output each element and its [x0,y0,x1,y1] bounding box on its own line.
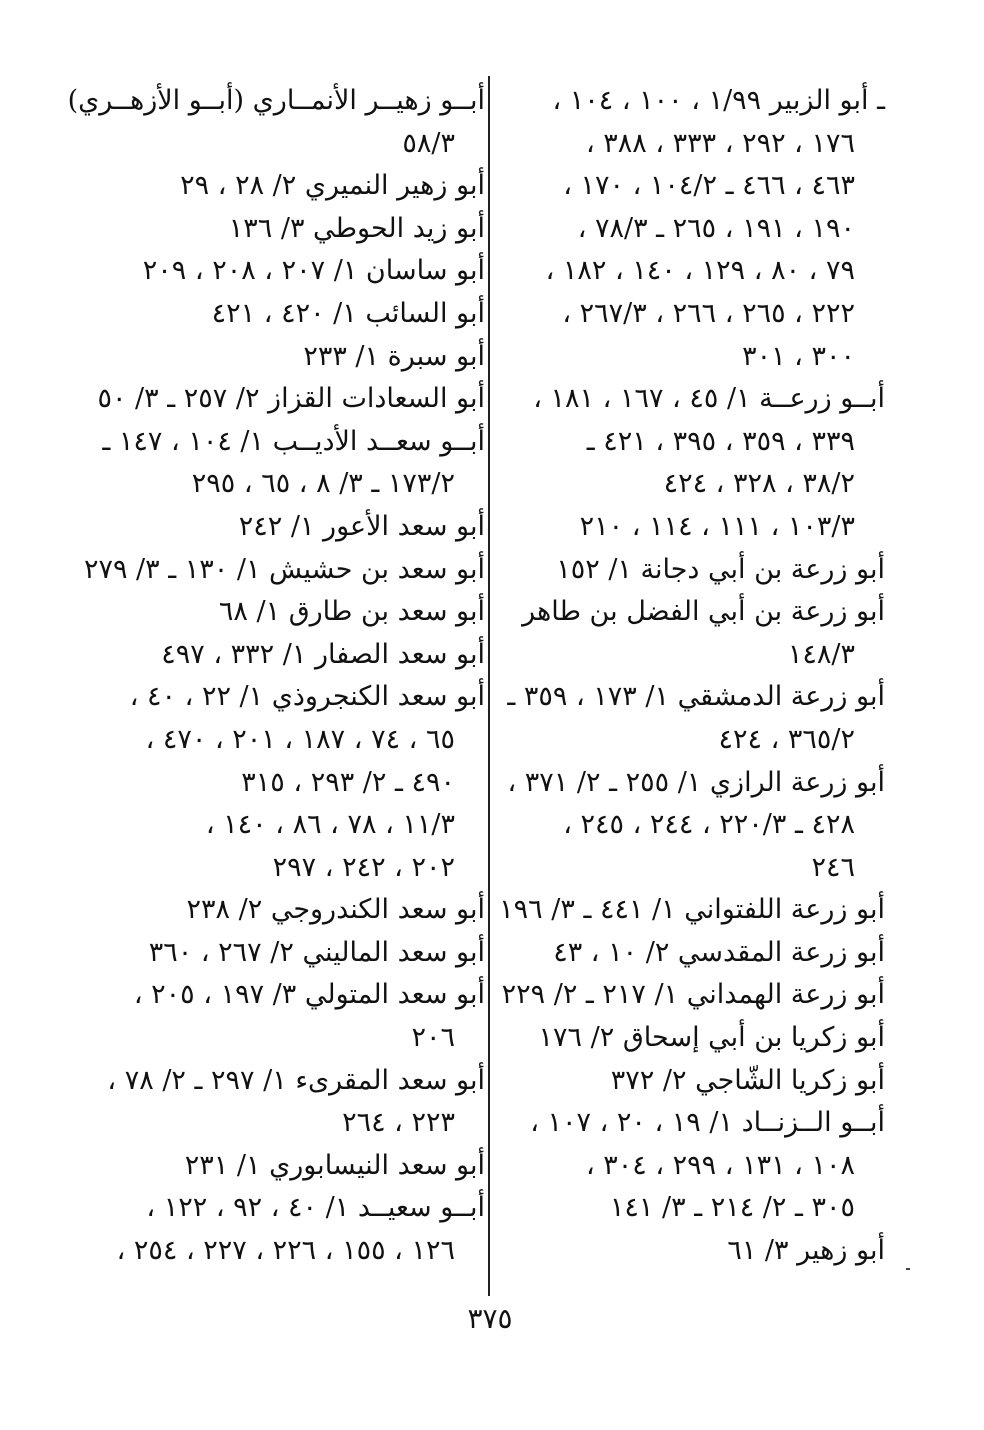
index-entry-continuation: ٤٦٣ ، ٤٦٦ ـ ١٠٤/٢ ، ١٧٠ ، [563,170,855,202]
index-entry-continuation: ٦٥ ، ٧٤ ، ١٨٧ ، ٢٠١ ، ٤٧٠ ، [145,723,455,755]
index-entry: أبو سعد الماليني ٢/ ٢٦٧ ، ٣٦٠ [148,936,485,968]
index-entry: أبو سعد النيسابوري ١/ ٢٣١ [184,1149,485,1181]
index-entry: أبــو زرعــة ١/ ٤٥ ، ١٦٧ ، ١٨١ ، [533,383,885,415]
index-entry: أبو زكريا الشّاجي ٢/ ٣٧٢ [610,1064,885,1096]
index-entry: أبــو الــزنــاد ١/ ١٩ ، ٢٠ ، ١٠٧ ، [530,1107,885,1139]
index-entry-continuation: ٣٨/٢ ، ٣٢٨ ، ٤٢٤ [663,468,855,500]
index-entry: أبو السعادات القزاز ٢/ ٢٥٧ ـ ٣/ ٥٠ [97,383,485,415]
index-entry-continuation: ١٢٦ ، ١٥٥ ، ٢٢٦ ، ٢٢٧ ، ٢٥٤ ، [116,1235,455,1267]
index-entry-continuation: ٢٤٦ [811,851,855,883]
scan-speck [906,1268,910,1270]
index-entry: أبو سعد الأعور ١/ ٢٤٢ [238,510,485,542]
index-column-right [499,80,885,1273]
index-entry-continuation: ٣٠٥ ـ ٢/ ٢١٤ ـ ٣/ ١٤١ [609,1192,855,1224]
index-entry-continuation: ٣٠٠ ، ٣٠١ [742,340,855,372]
index-entry: أبو سعد الصفار ١/ ٣٣٢ ، ٤٩٧ [161,638,485,670]
index-entry-continuation: ٢٢٣ ، ٢٦٤ [342,1107,455,1139]
index-entry: ـ أبو الزبير ١/٩٩ ، ١٠٠ ، ١٠٤ ، [552,85,885,116]
index-entry: أبو زهير ٣/ ٦١ [727,1235,885,1267]
index-entry: أبو سعد المقرىء ١/ ٢٩٧ ـ ٢/ ٧٨ ، [107,1064,485,1096]
index-entry: أبو سبرة ١/ ٢٣٣ [303,340,485,372]
index-entry: أبو زيد الحوطي ٣/ ١٣٦ [228,212,485,244]
index-entry-continuation: ١٩٠ ، ١٩١ ، ٢٦٥ ـ ٧٨/٣ ، [577,212,855,244]
index-entry-continuation: ٢٠٢ ، ٢٤٢ ، ٢٩٧ [272,851,455,883]
index-entry: أبــو سعــد الأديــب ١/ ١٠٤ ، ١٤٧ ـ [102,425,485,457]
page-number: ٣٧٥ [467,1302,513,1335]
index-entry-continuation: ٤٩٠ ـ ٢/ ٢٩٣ ، ٣١٥ [241,766,455,798]
index-entry: أبو زرعة بن أبي الفضل بن طاهر [522,596,885,628]
index-entry: أبو زرعة بن أبي دجانة ١/ ١٥٢ [556,553,885,585]
index-entry: أبو سعد المتولي ٣/ ١٩٧ ، ٢٠٥ ، [133,979,485,1011]
index-entry: أبو سعد الكنجروذي ١/ ٢٢ ، ٤٠ ، [129,681,485,713]
index-entry-continuation: ٣٦٥/٢ ، ٤٢٤ [718,723,855,755]
index-entry-continuation: ٢٠٦ [411,1022,455,1054]
index-entry-continuation: ١٧٦ ، ٢٩٢ ، ٣٣٣ ، ٣٨٨ ، [585,127,855,159]
index-entry-continuation: ١٧٣/٢ ـ ٣/ ٨ ، ٦٥ ، ٢٩٥ [191,468,455,500]
index-entry-continuation: ١٤٨/٣ [787,638,855,670]
index-entry: أبو زهير النميري ٢/ ٢٨ ، ٢٩ [180,170,485,202]
index-entry-continuation: ٧٩ ، ٨٠ ، ١٢٩ ، ١٤٠ ، ١٨٢ ، [545,255,855,287]
index-entry-continuation: ٢٢٢ ، ٢٦٥ ، ٢٦٦ ، ٢٦٧/٣ ، [562,297,855,329]
index-entry: أبو السائب ١/ ٤٢٠ ، ٤٢١ [211,297,485,329]
index-entry: أبو سعد بن حشيش ١/ ١٣٠ ـ ٣/ ٢٧٩ [83,553,485,585]
index-entry-continuation: ١٠٣/٣ ، ١١١ ، ١١٤ ، ٢١٠ [579,510,855,542]
index-entry: أبو زرعة الرازي ١/ ٢٥٥ ـ ٢/ ٣٧١ ، [507,766,885,798]
index-column-left [67,80,485,1273]
index-entry-continuation: ٣٣٩ ، ٣٥٩ ، ٣٩٥ ، ٤٢١ ـ [586,425,855,457]
index-entry-continuation: ١١/٣ ، ٧٨ ، ٨٦ ، ١٤٠ ، [205,809,455,841]
index-entry: أبو ساسان ١/ ٢٠٧ ، ٢٠٨ ، ٢٠٩ [142,255,485,287]
index-entry-continuation: ٤٢٨ ـ ٢٢٠/٣ ، ٢٤٤ ، ٢٤٥ ، [563,809,855,841]
index-entry: أبــو سعيــد ١/ ٤٠ ، ٩٢ ، ١٢٢ ، [146,1192,485,1224]
column-divider [488,76,490,1296]
index-entry: أبــو زهيــر الأنمــاري (أبــو الأزهــري) [67,85,485,116]
index-entry-continuation: ١٠٨ ، ١٣١ ، ٢٩٩ ، ٣٠٤ ، [585,1149,855,1181]
index-entry: أبو سعد الكندروجي ٢/ ٢٣٨ [186,894,485,926]
index-entry: أبو زرعة الهمداني ١/ ٢١٧ ـ ٢/ ٢٢٩ [501,979,885,1011]
index-entry-continuation: ٥٨/٣ [402,127,455,159]
index-entry: أبو زرعة اللفتواني ١/ ٤٤١ ـ ٣/ ١٩٦ [499,894,885,926]
index-entry: أبو زرعة المقدسي ٢/ ١٠ ، ٤٣ [553,936,885,968]
index-entry: أبو سعد بن طارق ١/ ٦٨ [218,596,485,628]
index-entry: أبو زرعة الدمشقي ١/ ١٧٣ ، ٣٥٩ ـ [507,681,885,713]
index-entry: أبو زكريا بن أبي إسحاق ٢/ ١٧٦ [538,1022,885,1054]
